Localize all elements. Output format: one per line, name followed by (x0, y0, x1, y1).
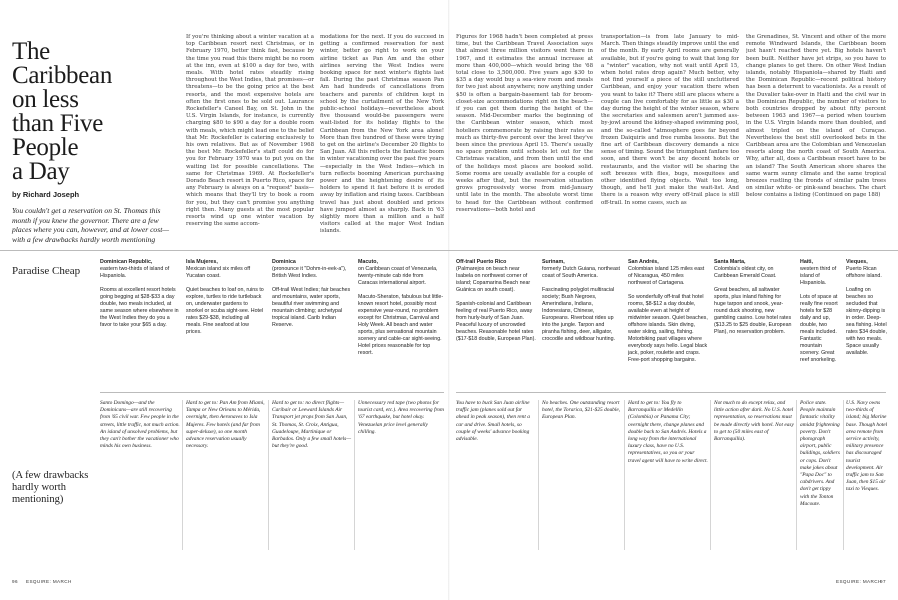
article-title (12, 40, 162, 184)
folio-left-page-number: 96 (12, 579, 18, 584)
body-column-4: transportation—is from late January to mid-March. Then things steadily improve until the end of the month. By early April rooms are generally available, but if you're going to wait that long for a "winter" vacation, why not wait until April 15, when hotel rates drop again? Much better, why not find yourself a piece of the still uncluttered Caribbean, and enjoy your vacation there when you want to take it? There still are places where a couple can live comfortably for as little as $30 a day during the height of the winter season, where the secretaries and salesmen aren't jammed ass-by-jowl around the kidney-shaped swimming pool, and the so-called "atmosphere goes far beyond frozen Daiquiris and free rumba lessons. But the fine art of Caribbean discovery demands a nice sense of timing. Sound the triumphant fanfare too soon, and there won't be any decent hotels or restaurants, and the visitor will be sharing the soft breezes with flies, bugs, mosquitoes and other identified flying objects. Wait too long, though, and he'll just make the wait-list. And there is a reason why every off-trail place is still off-trail. In some cases, such as (601, 34, 739, 206)
chart-divider (354, 400, 355, 550)
drawback-macuto: Unnecessary red tape (two photos for tourist card, etc.). Area recovering from '67 earthquake, but hotel okay. Venezuelan price level generally chilling. (358, 400, 444, 435)
title-line: The (12, 38, 50, 65)
byline: by Richard Joseph (12, 190, 80, 199)
folio-right-page-number: 97 (880, 579, 886, 584)
page-gutter (448, 0, 450, 600)
chart-entry-santa-marta (714, 259, 794, 389)
entry-name: Vieques, (846, 259, 868, 265)
article-deck: You couldn't get a reservation on St. Thomas this month if you knew the governor. There are a few places where you can, however, and at lower cost—with a few drawbacks hardly worth mentioning (12, 206, 170, 244)
chart-divider (710, 400, 711, 550)
chart-entry-dominican-republic (100, 259, 180, 389)
chart-row-rule-left (100, 392, 444, 393)
entry-description: western third of island of Hispaniola. (800, 266, 837, 286)
chart-divider (624, 400, 625, 550)
chart-divider (538, 400, 539, 550)
entry-name: Dominican Republic, (100, 259, 153, 265)
entry-description: eastern two-thirds of island of Hispaniola. (100, 266, 170, 279)
drawback-isla-mujeres: Hard to get to: Pan Am from Miami, Tampa or New Orleans to Mérida, overnight, then Aeronaves to Isla Mujeres. Few hotels (and far from super-deluxe), so one month advance reservation usually necessary. (186, 400, 265, 450)
chart-entry-vieques (846, 259, 888, 389)
entry-name: Haiti, (800, 259, 813, 265)
entry-name: San Andrés, (628, 259, 659, 265)
entry-name: Santa Marta, (714, 259, 746, 265)
body-column-3: Figures for 1968 hadn't been completed at press time, but the Caribbean Travel Association says that almost three million visitors went there in 1967, and it estimates the annual increase at more than 400,000—which would bring the '68 total close to 3,500,000. Five years ago $30 to $35 a day would buy a sea-view room and meals for two just about anywhere; now anything under $50 is often a bargain-basement tab for broom-closet-size accommodations right on the beach—if you can get them during the height of the season. Mid-December marks the beginning of the Caribbean winter season, which most hoteliers commemorate by raising their rates as much as thirty-five percent over the level they've been since the previous April 15. There's usually no space problem until schools let out for the Christmas vacation, and from then until the end of the holidays most places are booked solid. Some rooms are usually available for a couple of weeks after that, but the reservation situation grows progressively worse from mid-January until late in the month. The absolute worst time to head for the Caribbean without confirmed reservations—both hotel and (456, 34, 593, 213)
entry-description: (Palmarejos on beach near Isabela on northwest corner of island; Copamarina Beach near Guánica on south coast). (456, 266, 531, 293)
entry-appeal: Quiet beaches to loaf on, ruins to explore, turtles to ride turtleback on, underwater gardens to snorkel or scuba sight-see. Hotel rates $29-$38, including all meals. Fine seafood at low prices. (186, 287, 264, 335)
entry-description: (pronounce it "Dohm-in-eek-a"), British West Indies. (272, 266, 347, 279)
body-column-1: If you're thinking about a winter vacation at a top Caribbean resort next Christmas, or in February 1970, better think fast, because by the time you read this there might be no room at the inn, even at $100 a day for two, with meals. With hotel rates steadily rising throughout the West Indies, that promises—or threatens—to be the going price at the best resorts, and the most expensive hotels are often the first ones to be sold out. Laurance Rockefeller's Caneel Bay, on St. John in the U.S. Virgin Islands, for instance, is currently charging $80 to $90 a day for a double room with meals, which might lead one to the belief that Mr. Rockefeller is catering exclusively to his own relatives. But as of November 1968 the best Mr. Rockefeller's staff could do for you for February 1970 was to put you on the waiting list for possible cancellations. The same for Christmas 1969. At Rockefeller's Dorado Beach resort in Puerto Rico, space for any February is always on a "request" basis—which means that they'll try to book a room for you, but they can't promise you anything right then. Many guests at the most popular resorts wind up one winter vacation by reserving the same accom- (186, 34, 314, 228)
entry-description: Colombian island 125 miles east of Nicaragua, 450 miles northwest of Cartagena. (628, 266, 705, 286)
entry-name: Dominica (272, 259, 296, 265)
chart-divider (182, 400, 183, 550)
entry-description: Colombia's oldest city, on Caribbean Emerald Coast. (714, 266, 777, 279)
folio-left-magazine: ESQUIRE: MARCH (26, 579, 72, 584)
drawback-dominica: Hard to get to: no direct flights—Caribair or Leeward Islands Air Transport jet props from San Juan, St. Thomas, St. Croix, Antigua, Guadeloupe, Martinique or Barbados. Only a few small hotels—but they're good. (272, 400, 352, 450)
entry-appeal: Loafing on beaches so secluded that skinny-dipping is in order. Deep-sea fishing. Hotel rates $34 double, with two meals. Space usually available. (846, 287, 887, 356)
entry-appeal: Spanish-colonial and Caribbean feeling of real Puerto Rico, away from hurly-burly of San Juan. Peaceful luxury of uncrowded beaches. Reasonable hotel rates ($17-$18 double, European Plan). (456, 301, 536, 342)
chart-entry-dominica (272, 259, 352, 389)
entry-description: formerly Dutch Guiana, northeast coast of South America. (542, 266, 621, 279)
chart-divider (796, 400, 797, 550)
entry-name: Surinam, (542, 259, 565, 265)
title-line: Caribbean (12, 62, 113, 89)
chart-divider (268, 400, 269, 550)
chart-top-rule (0, 250, 898, 251)
section-title-paradise-cheap: Paradise Cheap (12, 265, 81, 277)
chart-entry-off-trail-puerto-rico (456, 259, 536, 389)
drawback-surinam: No beaches. One outstanding resort hotel, the Torarica, $21-$25 double, European Plan. (542, 400, 621, 421)
chart-entry-haiti (800, 259, 840, 389)
chart-row-rule-right (456, 392, 886, 393)
section-title-drawbacks: (A few drawbacks hardly worth mentioning) (12, 470, 89, 505)
title-line: on less (12, 86, 79, 113)
entry-name: Isla Mujeres, (186, 259, 218, 265)
body-column-2: modations for the next. If you do succeed in getting a confirmed reservation for next winter, better go right to work on your airline ticket as Pan Am and the other airlines serving the West Indies were booking space for next winter's flights last fall. During the past Christmas season Pan Am had hundreds of cancellations from teachers and parents of children kept in school by the curtailment of the New York public-school holidays—nevertheless about five thousand would-be passengers were wait-listed for its holiday flights to the Caribbean from the New York area alone! More than five hundred of these were trying to get on the airline's December 20 flights to San Juan. All this reflects the fantastic boom in winter vacationing over the past five years—especially in the West Indies—which in turn reflects booming American purchasing power and the heightening desire of its holders to spend it fast before it is eroded away by inflation and rising taxes. Caribbean travel has just about doubled and prices have jumped almost as sharply. Back in '63 slightly more than a million and a half visitors called at the major West Indian islands. (320, 34, 444, 235)
drawback-dominican-republic: Santo Domingo—and the Dominicans—are still recovering from '65 civil war. Few people in the streets, little traffic, not much action. An island of unsolved problems, but they can't bother the vacationer who minds his own business. (100, 400, 180, 450)
drawback-off-trail-puerto-rico: You have to buck San Juan airline traffic jam (planes sold out far ahead in peak season), then rent a car and drive. Small hotels, so couple of weeks' advance booking advisable. (456, 400, 530, 443)
title-line: than Five (12, 110, 104, 137)
entry-appeal: Rooms at excellent resort hotels going begging at $28-$33 a day double, two meals included, at same season where elsewhere in the West Indies they do you a favor to take your $65 a day. (100, 287, 179, 328)
chart-entry-surinam (542, 259, 622, 389)
entry-appeal: So wonderfully off-trail that hotel rooms, $8-$12 a day double, available even at height of midwinter season. Quiet beaches, offshore islands. Skin diving, water skiing, sailing, fishing. Motorbiking past villages where everybody says hello. Legal black jack, poker, roulette and craps. Free-port shopping bargains. (628, 294, 708, 363)
drawback-vieques: U.S. Navy owns two-thirds of island; big Marine base. Though hotel area remote from service activity, military presence has discouraged tourist development. Air traffic jam to San Juan, then $15 air taxi to Vieques. (846, 400, 888, 493)
entry-description: Puerto Rican offshore island. (846, 266, 882, 279)
entry-appeal: Fascinating polyglot multiracial society; Bush Negroes, Amerindians, Indians, Indonesians, Chinese, Europeans. Riverboat rides up into the jungle. Tarpon and piranha fishing, deer, alligator, crocodile and wildboar hunting. (542, 287, 616, 342)
entry-description: on Caribbean coast of Venezuela, twenty-minute cab ride from Caracas international airport. (358, 266, 438, 286)
entry-appeal: Great beaches, all saltwater sports, plus inland fishing for huge tarpon and snook, year-round duck shooting, new gambling casino. Low hotel rates ($13.25 to $25 double, European Plan), no reservation problem. (714, 287, 792, 335)
body-column-5: the Grenadines, St. Vincent and other of the more remote Windward Islands, the Caribbean boom just hasn't reached there yet. Big hotels haven't been built. Neither have jet strips, so you have to change planes to get there. On other West Indian islands, notably Hispaniola—shared by Haiti and the Dominican Republic—recent political history has been a deterrent to vacationists. As a result of the Duvalier take-over in Haiti and the civil war in the Dominican Republic, the number of visitors to both countries dropped by about fifty percent between 1963 and 1967—a period when tourism in the U.S. Virgin Islands more than doubled, and almost tripled on the island of Curaçao. Nevertheless the best still overlooked bets in the Caribbean area are the Colombian and Venezuelan resorts along the north coast of South America. Why, after all, does a Caribbean resort have to be an island? The South American shore shares the same warm sunny climate and the same tropical breezes rustling the fronds of similar palm trees on similar white- or pink-sand beaches. The chart below contains a listing (Continued on page 188) (746, 34, 886, 199)
title-line: People (12, 134, 79, 161)
drawback-san-andres: Hard to get to: You fly to Barranquilla or Medellín (Colombia) or Panama City; overnight there, change planes and double back to San Andrés. Hotels a long way from the international luxury class, have no U.S. representatives, so you or your travel agent will have to write direct. (628, 400, 708, 464)
chart-divider (843, 400, 844, 550)
entry-name: Off-trail Puerto Rico (456, 259, 507, 265)
entry-description: Mexican island six miles off Yucatan coast. (186, 266, 251, 279)
chart-entry-macuto (358, 259, 444, 389)
chart-entry-san-andres (628, 259, 708, 389)
drawback-santa-marta: Not much to do except relax, and little action after dark. No U.S. hotel representation, so reservations must be made directly with hotel. Not easy to get to (50 miles east of Barranquilla). (714, 400, 794, 443)
entry-appeal: Off-trail West Indies; fair beaches and mountains, water sports, beautiful river swimming and mountain climbing; archetypal tropical island. Carib Indian Reserve. (272, 287, 351, 328)
entry-name: Macuto, (358, 259, 379, 265)
title-line: a Day (12, 158, 70, 185)
folio-right-magazine: ESQUIRE: MARCH (836, 579, 882, 584)
entry-appeal: Lots of space at really fine resort hotels for $28 daily and up, double, two meals included. Fantastic mountain scenery. Great reef snorkeling. (800, 294, 838, 363)
entry-appeal: Macuto-Sheraton, fabulous but little-known resort hotel, possibly most expensive year-round, no problem except for Christmas, Carnival and Holy Week. All beach and water sports, plus sensational mountain scenery and cable-car sight-seeing. Hotel prices reasonable for top resort. (358, 294, 444, 356)
chart-entry-isla-mujeres (186, 259, 266, 389)
drawback-haiti: Police state. People maintain fantastic vitality amidst frightening poverty. Don't photograph airport, public buildings, soldiers or cops. Don't make jokes about "Papa Doc" to cabdrivers. And don't get tippy with the Tonton Macoute. (800, 400, 840, 507)
